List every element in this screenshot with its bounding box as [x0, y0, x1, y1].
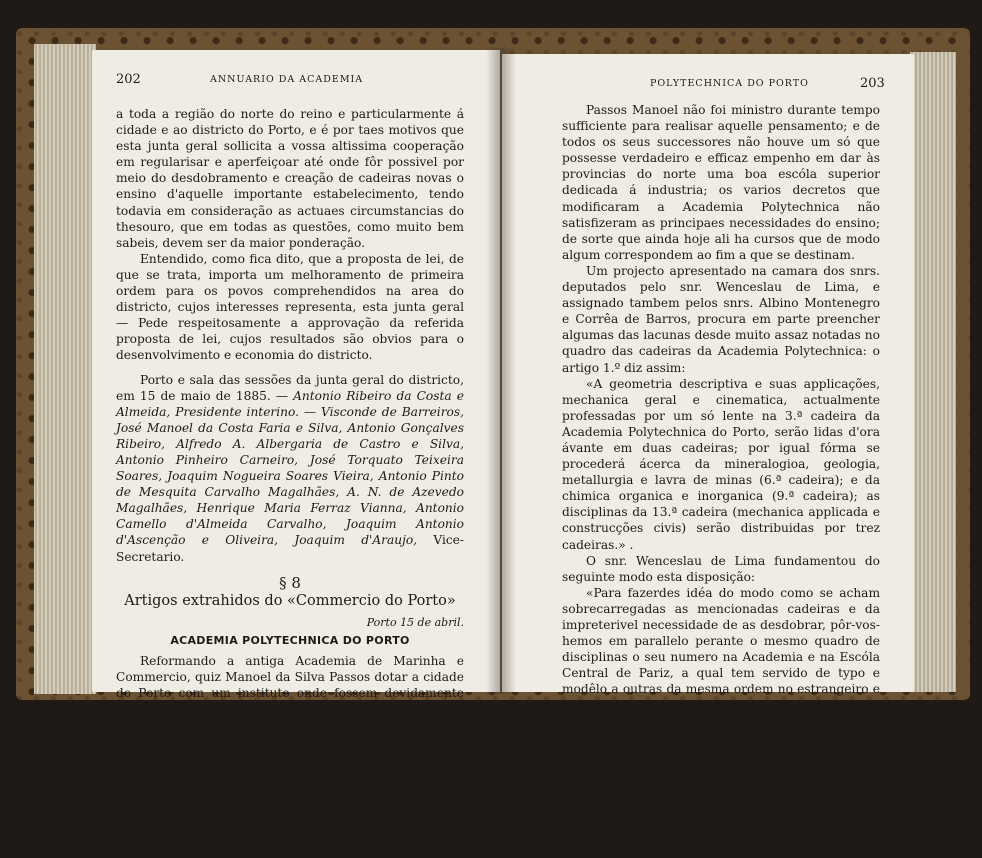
- signature-end: Vice-Secretario.: [116, 533, 464, 564]
- signatory-names: Antonio Ribeiro da Costa e Almeida, Presidente interino. — Visconde de Barreiros, José Manoel da Costa Faria e Silva, Antonio Gonçalves Ribeiro, Alfredo A. Albergaria de Castro e Silva, Antonio Pinheiro Carneiro, José Torquato Teixeira Soares, Joaquim Nogueira Soares Vieira, Antonio Pinto de Mesquita Carvalho Magalhães, A. N. de Azevedo Magalhães, Henrique Maria Ferraz Vianna, Antonio Camello d'Almeida Carvalho, Joaquim Antonio d'Ascenção e Oliveira, Joaquim d'Araujo,: [116, 388, 464, 548]
- left-page-body: [116, 106, 464, 750]
- right-page: [502, 54, 914, 858]
- left-para-2: Entendido, como fica dito, que a proposta de lei, de que se trata, importa um melhoramento de primeira ordem para os povos comprehendidos na area do districto, cujos interesses representa, esta junta geral — Pede respeitosamente a approvação da referida proposta de lei, cujos resultados são obvios para o desenvolvimento e economia do districto.: [116, 251, 464, 363]
- right-para-4: O snr. Wenceslau de Lima fundamentou do seguinte modo esta disposição:: [562, 553, 880, 584]
- section-number: § 8: [279, 573, 301, 592]
- right-page-body: [562, 102, 880, 858]
- right-para-7: «As disciplinas, que actualmente abrange a 6.ª cadeira,: [562, 827, 880, 858]
- institution-heading: ACADEMIA POLYTECHNICA DO PORTO: [170, 633, 410, 647]
- right-para-6: «O ensino de geometria descriptiva e suas applicações, da mechanica em geral e da cinematica, materias todas professadas na 3.ª cadeira da Academia Polytechnica, está confiado na Escóla Central aos cuidados de 2 professores, 2 repetidores e 1 chefe de trabalhos.: [562, 730, 880, 826]
- signature-intro: Porto e sala das sessões da junta geral do districto, em 15 de maio de 1885. —: [116, 372, 464, 403]
- running-head-right: POLYTECHNICA DO PORTO: [650, 78, 809, 89]
- page-number-left: 202: [116, 72, 141, 87]
- right-para-5: «Para fazerdes idéa do modo como se acham sobrecarregadas as mencionadas cadeiras e da impreterivel necessidade de as desdobrar, pôr-vos-hemos em parallelo perante o mesmo quadro de disciplinas o seu numero na Academia e na Escóla Central de Pariz, a qual tem servido de typo e modêlo a outras da mesma ordem no estrangeiro e a cujo grupo pedagogico a nossa polytechnica pertence.: [562, 585, 880, 729]
- section-title: Artigos extrahidos do «Commercio do Porto»: [124, 592, 456, 609]
- left-para-4: Reformando a antiga Academia de Marinha e Commercio, quiz Manoel da Silva Passos dotar a cidade do Porto com um instituto onde fossem devidamente ensinadas as sciencias industriaes; assim o diz com toda a clareza no preambulo do decreto de 13 de janeiro de 1837.: [116, 654, 464, 749]
- right-para-2: Um projecto apresentado na camara dos snrs. deputados pelo snr. Wenceslau de Lima, e assignado tambem pelos snrs. Albino Montenegro e Corrêa de Barros, procura em parte preencher algumas das lacunas desde muito assaz notadas no quadro das cadeiras da Academia Polytechnica: o artigo 1.º diz assim:: [562, 263, 880, 375]
- right-para-1: Passos Manoel não foi ministro durante tempo sufficiente para realisar aquelle pensamento; e de todos os seus successores não houve um só que possesse verdadeiro e efficaz empenho em dar às provincias do norte uma boa escóla superior dedicada á industria; os varios decretos que modificaram a Academia Polytechnica não satisfizeram as principaes necessidades do ensino; de sorte que ainda hoje ali ha cursos que de modo algum correspondem ao fim a que se destinam.: [562, 103, 880, 262]
- left-page: [92, 50, 500, 749]
- right-para-3: «A geometria descriptiva e suas applicações, mechanica geral e cinematica, actualmente professadas por um só lente na 3.ª cadeira da Academia Polytechnica do Porto, serão lidas d'ora ávante em duas cadeiras; por igual fórma se procederá ácerca da mineralogioa, geologia, metallurgia e lavra de minas (6.ª cadeira); e da chimica organica e inorganica (9.ª cadeira); as disciplinas da 13.ª cadeira (mechanica applicada e construcções civis) serão distribuidas por trez cadeiras.» .: [562, 376, 880, 552]
- running-head-left: ANNUARIO DA ACADEMIA: [210, 74, 364, 85]
- page-number-right: 203: [860, 76, 885, 91]
- page-edges-left: [34, 44, 96, 694]
- left-para-1: a toda a região do norte do reino e particularmente á cidade e ao districto do Porto, e é por taes motivos que esta junta geral sollicita a vossa altissima cooperação em regularisar e aperfeiçoar até onde fôr possivel por meio do desdobramento e creação de cadeiras novas o ensino d'aquelle importante estabelecimento, tendo todavia em consideração as actuaes circumstancias do thesouro, que em todas as questões, como muito bem sabeis, devem ser da maior ponderação.: [116, 107, 464, 250]
- page-edges-right: [910, 52, 956, 692]
- article-dateline: Porto 15 de abril.: [366, 615, 464, 629]
- left-para-3: [116, 372, 464, 565]
